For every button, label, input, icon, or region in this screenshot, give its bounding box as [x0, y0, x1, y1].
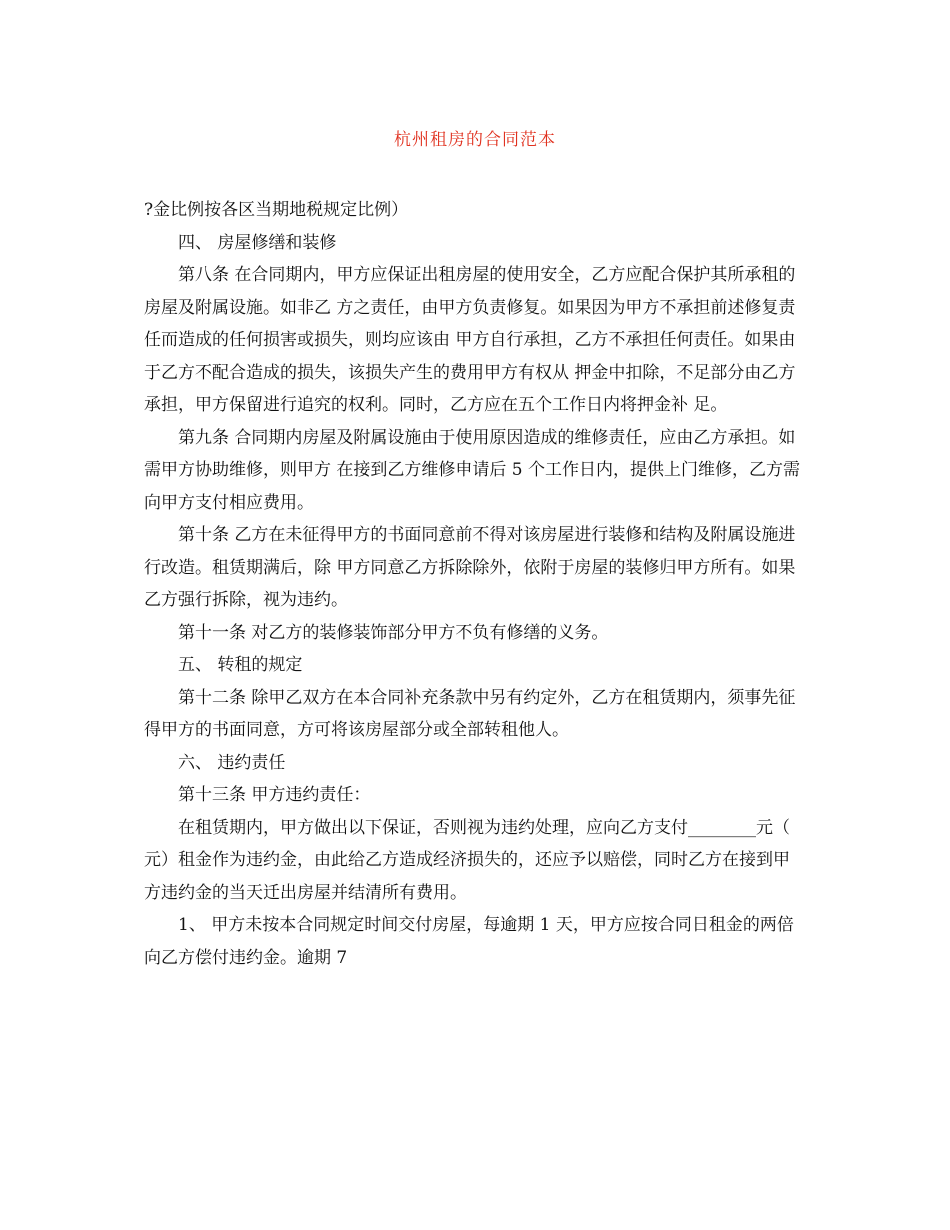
document-body — [144, 194, 804, 974]
document-title: 杭州租房的合同范本 — [394, 130, 556, 150]
article-10: 第十条 乙方在未征得甲方的书面同意前不得对该房屋进行装修和结构及附属设施进行改造。租赁期满后，除 甲方同意乙方拆除除外，依附于房屋的装修归甲方所有。如果乙方强行拆除，视为违约。 — [144, 525, 796, 610]
article-13-body: 在租赁期内，甲方做出以下保证，否则视为违约处理，应向乙方支付________元（ 元）租金作为违约金，由此给乙方造成经济损失的，还应予以赔偿，同时乙方在接到甲方违约金的当天迁出房屋并结清所有费用。 — [144, 817, 790, 903]
section-heading-sublease: 五、 转租的规定 — [178, 655, 303, 675]
section-heading-repairs: 四、 房屋修缮和装修 — [178, 232, 337, 253]
article-11: 第十一条 对乙方的装修装饰部分甲方不负有修缮的义务。 — [178, 622, 609, 643]
paragraph-continuation: ?金比例按各区当期地税规定比例） — [144, 200, 409, 220]
article-8: 第八条 在合同期内，甲方应保证出租房屋的使用安全，乙方应配合保护其所承租的房屋及附属设施。如非乙 方之责任，由甲方负责修复。如果因为甲方不承担前述修复责任而造成的任何损害或损失，则均应该由 甲方自行承担，乙方不承担任何责任。如果由于乙方不配合造成的损失，该损失产生的费用甲方有权从 押金中扣除，不足部分由乙方承担，甲方保留进行追究的权利。同时，乙方应在五个工作日内将押金补 足。 — [144, 265, 796, 415]
list-item-1: 1、 甲方未按本合同规定时间交付房屋，每逾期 1 天，甲方应按合同日租金的两倍向乙方偿付违约金。逾期 7 — [144, 915, 794, 968]
article-9: 第九条 合同期内房屋及附属设施由于使用原因造成的维修责任，应由乙方承担。如需甲方协助维修，则甲方 在接到乙方维修申请后 5 个工作日内，提供上门维修，乙方需向甲方支付相应费用。 — [144, 427, 801, 513]
article-13: 第十三条 甲方违约责任： — [178, 785, 371, 805]
article-12: 第十二条 除甲乙双方在本合同补充条款中另有约定外，乙方在租赁期内，须事先征得甲方的书面同意，方可将该房屋部分或全部转租他人。 — [144, 687, 796, 740]
section-heading-liability: 六、 违约责任 — [178, 752, 286, 773]
